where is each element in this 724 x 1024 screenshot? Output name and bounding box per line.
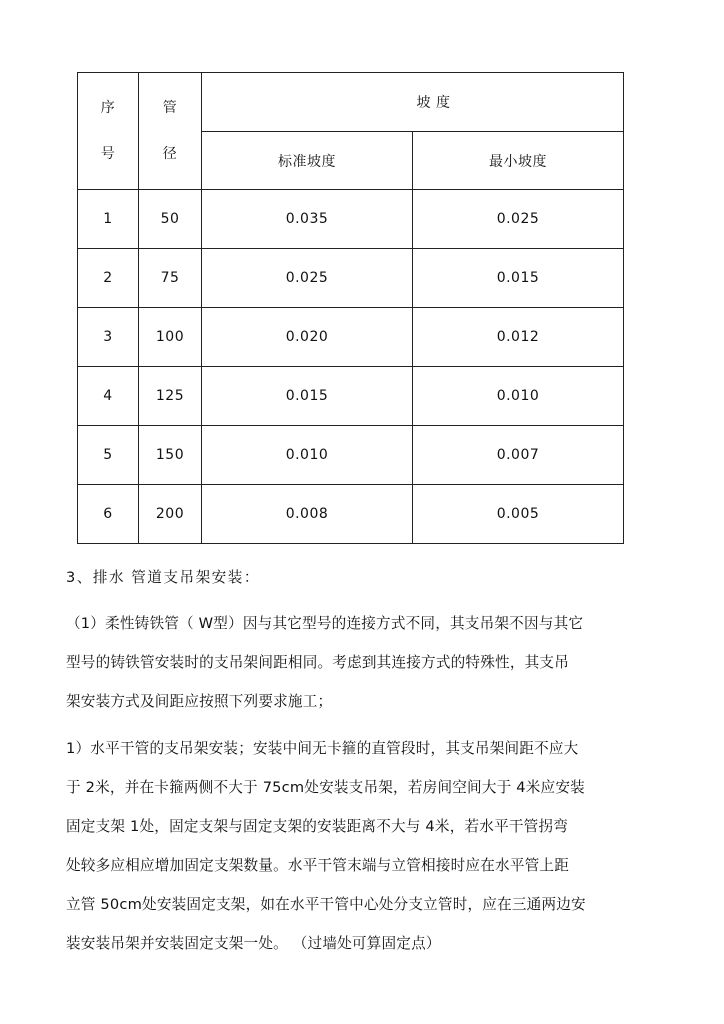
- cell-minimum-slope: 0.007: [413, 426, 624, 485]
- table-row: [78, 190, 624, 249]
- header-diameter-char: 径: [162, 146, 178, 162]
- cell-index: 3: [78, 308, 139, 367]
- cell-standard-slope: 0.035: [202, 190, 413, 249]
- cell-standard-slope: 0.010: [202, 426, 413, 485]
- cell-standard-slope: 0.008: [202, 485, 413, 544]
- header-index-char: 号: [100, 146, 116, 162]
- section-heading: 3、排水 管道支吊架安装：: [66, 569, 260, 586]
- header-index-char: 序: [100, 100, 116, 116]
- table-row: [78, 367, 624, 426]
- paragraph2-line: 固定支架 1处，固定支架与固定支架的安装距离不大与 4米，若水平干管拐弯: [66, 818, 569, 835]
- header-diameter-char: 管: [162, 100, 178, 116]
- paragraph1-line: （1）柔性铸铁管（ W型）因与其它型号的连接方式不同，其支吊架不因与其它: [66, 615, 584, 632]
- paragraph2-line: 立管 50cm处安装固定支架，如在水平干管中心处分支立管时，应在三通两边安: [66, 896, 586, 913]
- cell-standard-slope: 0.020: [202, 308, 413, 367]
- cell-diameter: 100: [139, 308, 202, 367]
- paragraph2-line: 处较多应相应增加固定支架数量。水平干管末端与立管相接时应在水平管上距: [66, 857, 569, 874]
- cell-minimum-slope: 0.012: [413, 308, 624, 367]
- cell-minimum-slope: 0.010: [413, 367, 624, 426]
- paragraph1-line: 架安装方式及间距应按照下列要求施工；: [66, 693, 333, 710]
- header-standard-slope: 标准坡度: [202, 132, 413, 190]
- cell-diameter: 50: [139, 190, 202, 249]
- cell-diameter: 125: [139, 367, 202, 426]
- table-row: [78, 308, 624, 367]
- paragraph2-line: 1）水平干管的支吊架安装；安装中间无卡箍的直管段时，其支吊架间距不应大: [66, 740, 579, 757]
- paragraph2-line: 于 2米，并在卡箍两侧不大于 75cm处安装支吊架，若房间空间大于 4米应安装: [66, 779, 585, 796]
- table-header-row: [78, 73, 624, 132]
- cell-diameter: 150: [139, 426, 202, 485]
- header-index: [78, 73, 139, 190]
- paragraph2-line: 装安装吊架并安装固定支架一处。 （过墙处可算固定点）: [66, 935, 441, 952]
- cell-index: 5: [78, 426, 139, 485]
- table-row: [78, 249, 624, 308]
- cell-minimum-slope: 0.015: [413, 249, 624, 308]
- cell-index: 4: [78, 367, 139, 426]
- table-row: [78, 426, 624, 485]
- cell-standard-slope: 0.015: [202, 367, 413, 426]
- cell-minimum-slope: 0.025: [413, 190, 624, 249]
- slope-table: [77, 72, 624, 544]
- cell-standard-slope: 0.025: [202, 249, 413, 308]
- cell-diameter: 75: [139, 249, 202, 308]
- cell-minimum-slope: 0.005: [413, 485, 624, 544]
- paragraph1-line: 型号的铸铁管安装时的支吊架间距相同。考虑到其连接方式的特殊性，其支吊: [66, 654, 569, 671]
- header-diameter: [139, 73, 202, 190]
- header-slope: 坡 度: [202, 73, 624, 132]
- header-minimum-slope: 最小坡度: [413, 132, 624, 190]
- cell-diameter: 200: [139, 485, 202, 544]
- cell-index: 1: [78, 190, 139, 249]
- table-row: [78, 485, 624, 544]
- cell-index: 6: [78, 485, 139, 544]
- cell-index: 2: [78, 249, 139, 308]
